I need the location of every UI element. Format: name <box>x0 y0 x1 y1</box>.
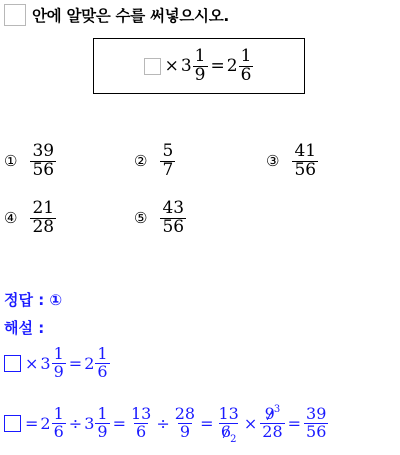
whole-number: 2 <box>40 413 51 433</box>
times-sign: × <box>25 353 39 373</box>
reduced-digit: 3 <box>273 404 281 415</box>
denominator: 56 <box>306 421 327 441</box>
equation <box>144 45 255 85</box>
fraction <box>95 406 109 441</box>
fraction <box>304 406 328 441</box>
denominator <box>219 421 239 445</box>
numerator: 1 <box>97 344 108 363</box>
denominator: 6 <box>53 421 64 441</box>
option-1[interactable] <box>4 143 57 180</box>
numerator: 39 <box>306 404 327 423</box>
answer-blank <box>4 415 21 432</box>
fraction <box>52 406 66 441</box>
fraction <box>260 406 284 441</box>
equals-sign: = <box>210 56 225 76</box>
numerator: 13 <box>130 404 152 423</box>
option-number: ② <box>134 152 148 171</box>
option-number: ⑤ <box>134 209 148 228</box>
numerator: 1 <box>240 45 252 66</box>
numerator: 39 <box>32 141 55 161</box>
equals-sign: = <box>112 413 126 433</box>
numerator: 43 <box>162 198 185 218</box>
whole-number: 2 <box>226 56 238 76</box>
whole-number: 3 <box>40 353 51 373</box>
option-fraction <box>30 200 56 237</box>
divide-sign: ÷ <box>156 413 170 433</box>
denominator: 9 <box>53 361 64 381</box>
option-4[interactable] <box>4 200 57 237</box>
option-fraction <box>292 143 318 180</box>
cancelled-digit: 9 <box>264 404 275 423</box>
denominator: 28 <box>262 421 283 441</box>
numerator: 1 <box>53 404 64 423</box>
option-number: ① <box>4 152 18 171</box>
numerator: 41 <box>294 141 317 161</box>
option-fraction <box>30 143 56 180</box>
denominator: 9 <box>179 421 190 441</box>
fraction <box>239 45 254 85</box>
numerator: 28 <box>174 404 196 423</box>
fraction <box>52 346 66 381</box>
times-sign: × <box>243 413 258 433</box>
numerator: 13 <box>218 404 239 423</box>
equals-sign: = <box>200 413 214 433</box>
answer-blank[interactable] <box>144 58 161 75</box>
option-3[interactable] <box>266 143 319 180</box>
blank-box-icon <box>4 4 26 26</box>
solution-line-1 <box>4 346 111 381</box>
answer-label: 정답 : ① <box>4 291 63 309</box>
numerator: 5 <box>162 141 174 161</box>
fraction <box>95 346 109 381</box>
fraction <box>217 404 241 445</box>
option-fraction <box>160 200 186 237</box>
denominator: 9 <box>194 64 206 85</box>
option-number: ③ <box>266 152 280 171</box>
question-text: 안에 알맞은 수를 써넣으시오. <box>32 7 229 25</box>
equals-sign: = <box>287 413 302 433</box>
whole-number: 3 <box>180 56 192 76</box>
explanation-label: 해설 : <box>4 319 45 337</box>
times-sign: × <box>164 56 179 76</box>
equation-box <box>93 38 305 94</box>
fraction <box>129 406 153 441</box>
numerator <box>263 406 283 423</box>
denominator: 6 <box>240 64 252 85</box>
numerator: 1 <box>194 45 206 66</box>
option-2[interactable] <box>134 143 176 180</box>
denominator: 7 <box>162 159 174 180</box>
denominator: 28 <box>32 216 55 237</box>
denominator: 56 <box>294 159 317 180</box>
denominator: 56 <box>32 159 55 180</box>
numerator: 1 <box>97 404 108 423</box>
equals-sign: = <box>25 413 39 433</box>
denominator: 56 <box>162 216 185 237</box>
fraction <box>173 406 197 441</box>
numerator: 1 <box>53 344 64 363</box>
whole-number: 2 <box>84 353 95 373</box>
fraction <box>193 45 208 85</box>
option-5[interactable] <box>134 200 187 237</box>
answer-blank <box>4 355 21 372</box>
reduced-digit: 2 <box>230 433 237 445</box>
solution-line-2 <box>4 404 329 445</box>
whole-number: 3 <box>84 413 95 433</box>
option-fraction <box>160 143 175 180</box>
denominator: 9 <box>97 421 108 441</box>
divide-sign: ÷ <box>68 413 83 433</box>
question-row <box>4 4 229 26</box>
denominator: 6 <box>136 421 147 441</box>
denominator: 6 <box>97 361 108 381</box>
option-number: ④ <box>4 209 18 228</box>
cancelled-digit: 6 <box>220 421 232 441</box>
equals-sign: = <box>68 353 83 373</box>
numerator: 21 <box>32 198 55 218</box>
